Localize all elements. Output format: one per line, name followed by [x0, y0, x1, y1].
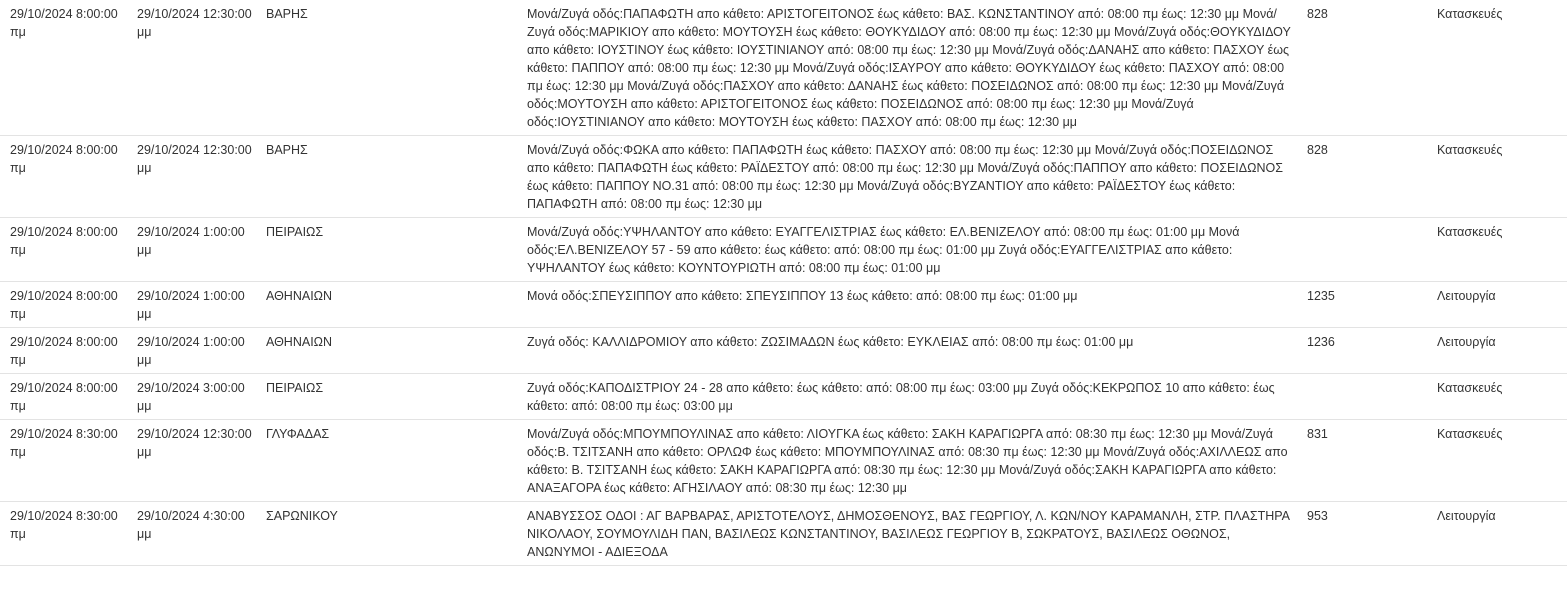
- municipality-cell: ΠΕΙΡΑΙΩΣ: [260, 374, 521, 420]
- reason-cell: Κατασκευές: [1431, 0, 1567, 136]
- municipality-cell: ΒΑΡΗΣ: [260, 136, 521, 218]
- number-cell: [1301, 218, 1431, 282]
- start-time-cell: 29/10/2024 8:00:00 πμ: [0, 218, 131, 282]
- affected-streets-cell: Μονά/Ζυγά οδός:ΦΩΚΑ απο κάθετο: ΠΑΠΑΦΩΤΗ έως κάθετο: ΠΑΣΧΟΥ από: 08:00 πμ έως: 12:30 μμ Μονά/Ζυγά οδός:ΠΟΣΕΙΔΩΝΟΣ απο κάθετο: ΠΑΠΑΦΩΤΗ έως κάθετο: ΡΑΪΔΕΣΤΟΥ από: 08:00 πμ έως: 12:30 μμ Μονά/Ζυγά οδός:ΠΑΠΠΟΥ απο κάθετο: ΠΟΣΕΙΔΩΝΟΣ έως κάθετο: ΠΑΠΠΟΥ ΝΟ.31 από: 08:00 πμ έως: 12:30 μμ Μονά/Ζυγά οδός:ΒΥΖΑΝΤΙΟΥ απο κάθετο: ΡΑΪΔΕΣΤΟΥ έως κάθετο: ΠΑΠΑΦΩΤΗ από: 08:00 πμ έως: 12:30 μμ: [521, 136, 1301, 218]
- affected-streets-cell: ΑΝΑΒΥΣΣΟΣ ΟΔΟΙ : ΑΓ ΒΑΡΒΑΡΑΣ, ΑΡΙΣΤΟΤΕΛΟΥΣ, ΔΗΜΟΣΘΕΝΟΥΣ, ΒΑΣ ΓΕΩΡΓΙΟΥ, Λ. ΚΩΝ/ΝΟΥ ΚΑΡΑΜΑΝΛΗ, ΣΤΡ. ΠΛΑΣΤΗΡΑ ΝΙΚΟΛΑΟΥ, ΣΟΥΜΟΥΛΙΔΗ ΠΑΝ, ΒΑΣΙΛΕΩΣ ΚΩΝΣΤΑΝΤΙΝΟΥ, ΒΑΣΙΛΕΩΣ ΓΕΩΡΓΙΟΥ Β, ΣΩΚΡΑΤΟΥΣ, ΒΑΣΙΛΕΩΣ ΟΘΩΝΟΣ, ΑΝΩΝΥΜΟΙ - ΑΔΙΕΞΟΔΑ: [521, 502, 1301, 566]
- affected-streets-cell: Μονά/Ζυγά οδός:ΥΨΗΛΑΝΤΟΥ απο κάθετο: ΕΥΑΓΓΕΛΙΣΤΡΙΑΣ έως κάθετο: ΕΛ.ΒΕΝΙΖΕΛΟΥ από: 08:00 πμ έως: 01:00 μμ Μονά οδός:ΕΛ.ΒΕΝΙΖΕΛΟΥ 57 - 59 απο κάθετο: έως κάθετο: από: 08:00 πμ έως: 01:00 μμ Ζυγά οδός:ΕΥΑΓΓΕΛΙΣΤΡΙΑΣ απο κάθετο: ΥΨΗΛΑΝΤΟΥ έως κάθετο: ΚΟΥΝΤΟΥΡΙΩΤΗ από: 08:00 πμ έως: 01:00 μμ: [521, 218, 1301, 282]
- end-time-cell: 29/10/2024 1:00:00 μμ: [131, 328, 260, 374]
- reason-cell: Λειτουργία: [1431, 282, 1567, 328]
- reason-cell: Κατασκευές: [1431, 374, 1567, 420]
- end-time-cell: 29/10/2024 4:30:00 μμ: [131, 502, 260, 566]
- affected-streets-cell: Ζυγά οδός:ΚΑΠΟΔΙΣΤΡΙΟΥ 24 - 28 απο κάθετο: έως κάθετο: από: 08:00 πμ έως: 03:00 μμ Ζυγά οδός:ΚΕΚΡΩΠΟΣ 10 απο κάθετο: έως κάθετο: από: 08:00 πμ έως: 03:00 μμ: [521, 374, 1301, 420]
- municipality-cell: ΠΕΙΡΑΙΩΣ: [260, 218, 521, 282]
- municipality-cell: ΒΑΡΗΣ: [260, 0, 521, 136]
- end-time-cell: 29/10/2024 1:00:00 μμ: [131, 282, 260, 328]
- start-time-cell: 29/10/2024 8:00:00 πμ: [0, 328, 131, 374]
- municipality-cell: ΣΑΡΩΝΙΚΟΥ: [260, 502, 521, 566]
- end-time-cell: 29/10/2024 12:30:00 μμ: [131, 420, 260, 502]
- table-row: [0, 282, 1567, 328]
- start-time-cell: 29/10/2024 8:30:00 πμ: [0, 502, 131, 566]
- affected-streets-cell: Μονά/Ζυγά οδός:ΠΑΠΑΦΩΤΗ απο κάθετο: ΑΡΙΣΤΟΓΕΙΤΟΝΟΣ έως κάθετο: ΒΑΣ. ΚΩΝΣΤΑΝΤΙΝΟΥ από: 08:00 πμ έως: 12:30 μμ Μονά/Ζυγά οδός:ΜΑΡΙΚΙΟΥ απο κάθετο: ΜΟΥΤΟΥΣΗ έως κάθετο: ΘΟΥΚΥΔΙΔΟΥ από: 08:00 πμ έως: 12:30 μμ Μονά/Ζυγά οδός:ΘΟΥΚΥΔΙΔΟΥ απο κάθετο: ΙΟΥΣΤΙΝΟΥ έως κάθετο: ΙΟΥΣΤΙΝΙΑΝΟΥ από: 08:00 πμ έως: 12:30 μμ Μονά/Ζυγά οδός:ΔΑΝΑΗΣ απο κάθετο: ΠΑΣΧΟΥ έως κάθετο: ΠΑΠΠΟΥ από: 08:00 πμ έως: 12:30 μμ Μονά/Ζυγά οδός:ΙΣΑΥΡΟΥ απο κάθετο: ΘΟΥΚΥΔΙΔΟΥ έως κάθετο: ΠΑΣΧΟΥ από: 08:00 πμ έως: 12:30 μμ Μονά/Ζυγά οδός:ΠΑΣΧΟΥ απο κάθετο: ΔΑΝΑΗΣ έως κάθετο: ΠΟΣΕΙΔΩΝΟΣ από: 08:00 πμ έως: 12:30 μμ Μονά/Ζυγά οδός:ΜΟΥΤΟΥΣΗ απο κάθετο: ΑΡΙΣΤΟΓΕΙΤΟΝΟΣ έως κάθετο: ΠΟΣΕΙΔΩΝΟΣ από: 08:00 πμ έως: 12:30 μμ Μονά/Ζυγά οδός:ΙΟΥΣΤΙΝΙΑΝΟΥ απο κάθετο: ΜΟΥΤΟΥΣΗ έως κάθετο: ΠΑΣΧΟΥ από: 08:00 πμ έως: 12:30 μμ: [521, 0, 1301, 136]
- table-row: [0, 218, 1567, 282]
- start-time-cell: 29/10/2024 8:00:00 πμ: [0, 0, 131, 136]
- table-row: [0, 374, 1567, 420]
- number-cell: 828: [1301, 0, 1431, 136]
- municipality-cell: ΓΛΥΦΑΔΑΣ: [260, 420, 521, 502]
- end-time-cell: 29/10/2024 12:30:00 μμ: [131, 136, 260, 218]
- reason-cell: Λειτουργία: [1431, 328, 1567, 374]
- table-row: [0, 502, 1567, 566]
- number-cell: 828: [1301, 136, 1431, 218]
- reason-cell: Κατασκευές: [1431, 420, 1567, 502]
- end-time-cell: 29/10/2024 3:00:00 μμ: [131, 374, 260, 420]
- end-time-cell: 29/10/2024 1:00:00 μμ: [131, 218, 260, 282]
- table-row: [0, 420, 1567, 502]
- table-row: [0, 328, 1567, 374]
- number-cell: 1236: [1301, 328, 1431, 374]
- reason-cell: Κατασκευές: [1431, 218, 1567, 282]
- start-time-cell: 29/10/2024 8:00:00 πμ: [0, 282, 131, 328]
- municipality-cell: ΑΘΗΝΑΙΩΝ: [260, 282, 521, 328]
- reason-cell: Κατασκευές: [1431, 136, 1567, 218]
- number-cell: [1301, 374, 1431, 420]
- affected-streets-cell: Μονά οδός:ΣΠΕΥΣΙΠΠΟΥ απο κάθετο: ΣΠΕΥΣΙΠΠΟΥ 13 έως κάθετο: από: 08:00 πμ έως: 01:00 μμ: [521, 282, 1301, 328]
- number-cell: 1235: [1301, 282, 1431, 328]
- start-time-cell: 29/10/2024 8:00:00 πμ: [0, 374, 131, 420]
- number-cell: 831: [1301, 420, 1431, 502]
- table-row: [0, 136, 1567, 218]
- start-time-cell: 29/10/2024 8:00:00 πμ: [0, 136, 131, 218]
- table-row: [0, 0, 1567, 136]
- end-time-cell: 29/10/2024 12:30:00 μμ: [131, 0, 260, 136]
- start-time-cell: 29/10/2024 8:30:00 πμ: [0, 420, 131, 502]
- municipality-cell: ΑΘΗΝΑΙΩΝ: [260, 328, 521, 374]
- affected-streets-cell: Ζυγά οδός: ΚΑΛΛΙΔΡΟΜΙΟΥ απο κάθετο: ΖΩΣΙΜΑΔΩΝ έως κάθετο: ΕΥΚΛΕΙΑΣ από: 08:00 πμ έως: 01:00 μμ: [521, 328, 1301, 374]
- reason-cell: Λειτουργία: [1431, 502, 1567, 566]
- affected-streets-cell: Μονά/Ζυγά οδός:ΜΠΟΥΜΠΟΥΛΙΝΑΣ απο κάθετο: ΛΙΟΥΓΚΑ έως κάθετο: ΣΑΚΗ ΚΑΡΑΓΙΩΡΓΑ από: 08:30 πμ έως: 12:30 μμ Μονά/Ζυγά οδός:Β. ΤΣΙΤΣΑΝΗ απο κάθετο: ΟΡΛΩΦ έως κάθετο: ΜΠΟΥΜΠΟΥΛΙΝΑΣ από: 08:30 πμ έως: 12:30 μμ Μονά/Ζυγά οδός:ΑΧΙΛΛΕΩΣ απο κάθετο: Β. ΤΣΙΤΣΑΝΗ έως κάθετο: ΣΑΚΗ ΚΑΡΑΓΙΩΡΓΑ από: 08:30 πμ έως: 12:30 μμ Μονά/Ζυγά οδός:ΣΑΚΗ ΚΑΡΑΓΙΩΡΓΑ απο κάθετο: ΑΝΑΞΑΓΟΡΑ έως κάθετο: ΑΓΗΣΙΛΑΟΥ από: 08:30 πμ έως: 12:30 μμ: [521, 420, 1301, 502]
- number-cell: 953: [1301, 502, 1431, 566]
